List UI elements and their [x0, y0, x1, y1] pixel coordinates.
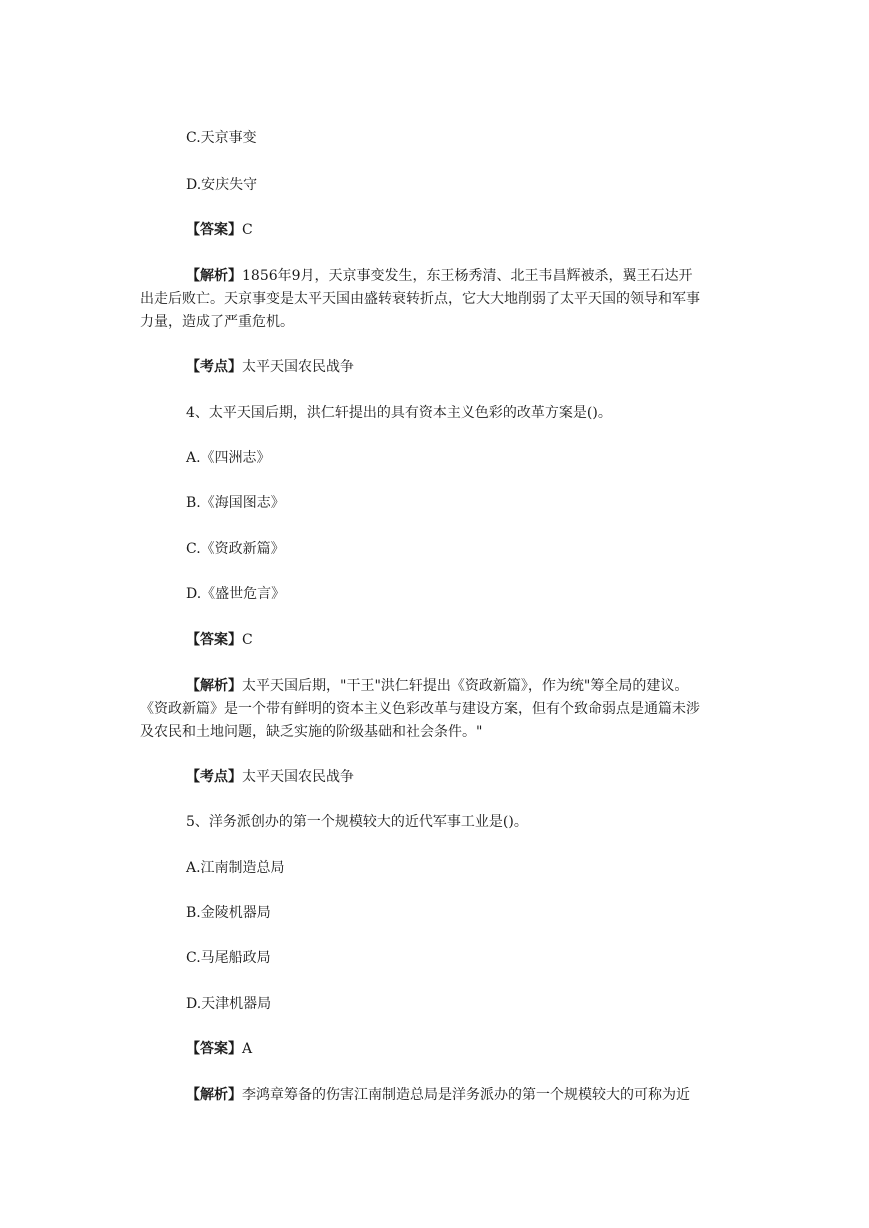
answer-label: 【答案】: [186, 632, 242, 648]
topic-line: [186, 767, 354, 787]
analysis-line-2: 出走后败亡。天京事变是太平天国由盛转衰转折点，它大大地削弱了太平天国的领导和军事: [140, 291, 700, 307]
option-a-line: [186, 448, 271, 468]
analysis-paragraph: [186, 1084, 748, 1107]
answer-value: A: [242, 1041, 253, 1057]
question-4: [186, 403, 612, 423]
answer-value: C: [242, 222, 253, 238]
option-text: C.《资政新篇》: [186, 541, 285, 557]
option-text: D.天津机器局: [186, 996, 272, 1012]
option-d-line: [186, 584, 285, 604]
analysis-text: 李鸿章筹备的伤害江南制造总局是洋务派办的第一个规模较大的可称为近: [242, 1087, 690, 1103]
analysis-paragraph: [140, 265, 748, 334]
topic-value: 太平天国农民战争: [242, 359, 354, 375]
analysis-line-2: 《资政新篇》是一个带有鲜明的资本主义色彩改革与建设方案，但有个致命弱点是通篇未涉: [140, 701, 700, 717]
option-text: B.金陵机器局: [186, 905, 271, 921]
option-text: D.安庆失守: [186, 177, 258, 193]
option-text: C.天京事变: [186, 130, 257, 146]
analysis-label: 【解析】: [186, 268, 242, 284]
option-b-line: [186, 493, 285, 513]
analysis-label: 【解析】: [186, 678, 242, 694]
answer-line: [186, 630, 253, 650]
topic-line: [186, 357, 354, 377]
answer-line: [186, 220, 253, 240]
option-text: C.马尾船政局: [186, 950, 271, 966]
answer-value: C: [242, 632, 253, 648]
option-c-line: [186, 128, 257, 148]
option-c-line: [186, 539, 285, 559]
option-text: A.《四洲志》: [186, 450, 271, 466]
option-text: D.《盛世危言》: [186, 586, 286, 602]
topic-label: 【考点】: [186, 769, 242, 785]
analysis-paragraph: [140, 675, 748, 744]
analysis-line-1: [186, 1084, 748, 1107]
option-b-line: [186, 903, 271, 923]
option-d-line: [186, 994, 271, 1014]
question-text: 4、太平天国后期，洪仁轩提出的具有资本主义色彩的改革方案是()。: [186, 405, 612, 421]
analysis-line-1: [186, 675, 748, 698]
option-a-line: [186, 858, 285, 878]
topic-value: 太平天国农民战争: [242, 769, 354, 785]
option-c-line: [186, 948, 271, 968]
analysis-text: 1856年9月，天京事变发生，东王杨秀清、北王韦昌辉被杀，翼王石达开: [242, 268, 693, 284]
analysis-line-1: [186, 265, 748, 288]
question-5: [186, 812, 528, 832]
answer-label: 【答案】: [186, 222, 242, 238]
option-text: B.《海国图志》: [186, 495, 285, 511]
option-text: A.江南制造总局: [186, 860, 285, 876]
topic-label: 【考点】: [186, 359, 242, 375]
analysis-text: 太平天国后期，"干王"洪仁轩提出《资政新篇》，作为统"筹全局的建议。: [242, 678, 689, 694]
analysis-line-3: 及农民和土地问题，缺乏实施的阶级基础和社会条件。": [140, 724, 483, 740]
option-d-line: [186, 175, 257, 195]
analysis-label: 【解析】: [186, 1087, 242, 1103]
answer-line: [186, 1039, 252, 1059]
analysis-line-3: 力量，造成了严重危机。: [140, 314, 294, 330]
answer-label: 【答案】: [186, 1041, 242, 1057]
question-text: 5、洋务派创办的第一个规模较大的近代军事工业是()。: [186, 814, 528, 830]
